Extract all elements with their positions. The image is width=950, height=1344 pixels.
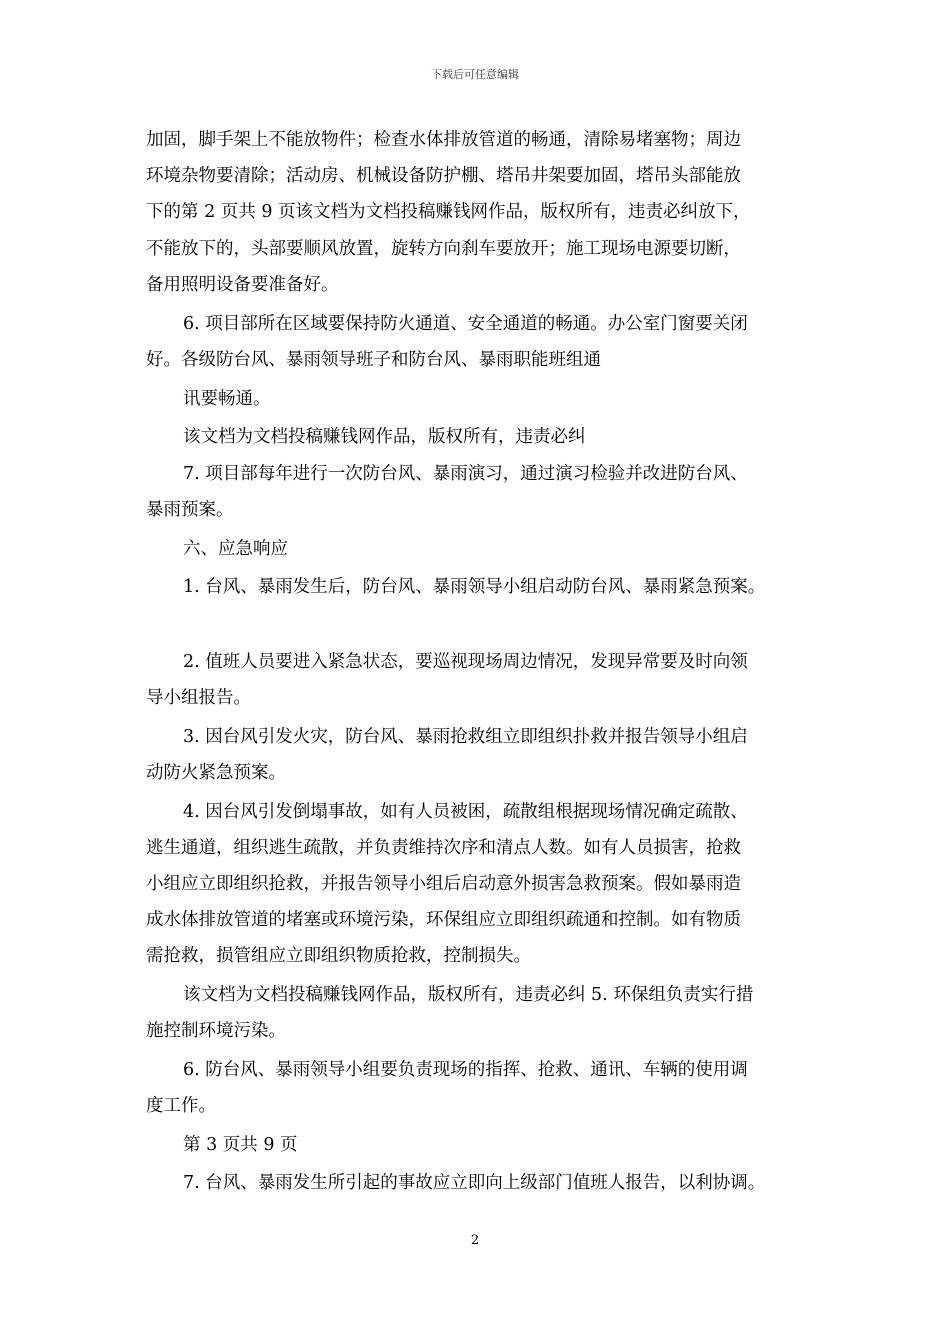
text-line: 1. 台风、暴雨发生后，防台风、暴雨领导小组启动防台风、暴雨紧急预案。 (183, 577, 766, 597)
text-line: 导小组报告。 (146, 688, 251, 708)
text-line: 2. 值班人员要进入紧急状态，要巡视现场周边情况，发现异常要及时向领 (183, 652, 748, 672)
text-line: 不能放下的，头部要顺风放置，旋转方向刹车要放开；施工现场电源要切断， (146, 239, 741, 259)
text-line: 6. 项目部所在区域要保持防火通道、安全通道的畅通。办公室门窗要关闭 (183, 314, 748, 334)
page-marker: 第 3 页共 9 页 (183, 1135, 298, 1155)
text-line: 该文档为文档投稿赚钱网作品，版权所有，违责必纠 5. 环保组负责实行措 (183, 985, 754, 1005)
text-line: 4. 因台风引发倒塌事故，如有人员被困，疏散组根据现场情况确定疏散、 (183, 802, 748, 822)
text-line: 环境杂物要清除；活动房、机械设备防护棚、塔吊井架要加固，塔吊头部能放 (146, 166, 741, 186)
text-line: 该文档为文档投稿赚钱网作品，版权所有，违责必纠 (183, 427, 586, 447)
text-line: 逃生通道，组织逃生疏散，并负责维持次序和清点人数。如有人员损害，抢救 (146, 838, 741, 858)
text-line: 讯要畅通。 (183, 389, 271, 409)
text-line: 6. 防台风、暴雨领导小组要负责现场的指挥、抢救、通讯、车辆的使用调 (183, 1060, 748, 1080)
text-line: 暴雨预案。 (146, 500, 234, 520)
text-line: 动防火紧急预案。 (146, 763, 286, 783)
text-line: 度工作。 (146, 1096, 216, 1116)
text-line: 7. 台风、暴雨发生所引起的事故应立即向上级部门值班人报告，以利协调。 (183, 1173, 766, 1193)
page-header: 下载后可任意编辑 (431, 68, 519, 81)
text-line: 备用照明设备要准备好。 (146, 275, 339, 295)
text-line: 3. 因台风引发火灾，防台风、暴雨抢救组立即组织扑救并报告领导小组启 (183, 727, 748, 747)
section-heading: 六、应急响应 (183, 539, 288, 559)
text-line: 成水体排放管道的堵塞或环境污染，环保组应立即组织疏通和控制。如有物质 (146, 910, 741, 930)
text-line: 下的第 2 页共 9 页该文档为文档投稿赚钱网作品，版权所有，违责必纠放下， (146, 202, 751, 222)
text-line: 小组应立即组织抢救，并报告领导小组后启动意外损害急救预案。假如暴雨造 (146, 874, 741, 894)
text-line: 需抢救，损管组应立即组织物质抢救，控制损失。 (146, 946, 531, 966)
text-line: 好。各级防台风、暴雨领导班子和防台风、暴雨职能班组通 (146, 350, 601, 370)
text-line: 施控制环境污染。 (146, 1021, 286, 1041)
text-line: 7. 项目部每年进行一次防台风、暴雨演习，通过演习检验并改进防台风、 (183, 464, 748, 484)
page-number: 2 (470, 1233, 480, 1248)
text-line: 加固，脚手架上不能放物件；检查水体排放管道的畅通，清除易堵塞物；周边 (146, 130, 741, 150)
